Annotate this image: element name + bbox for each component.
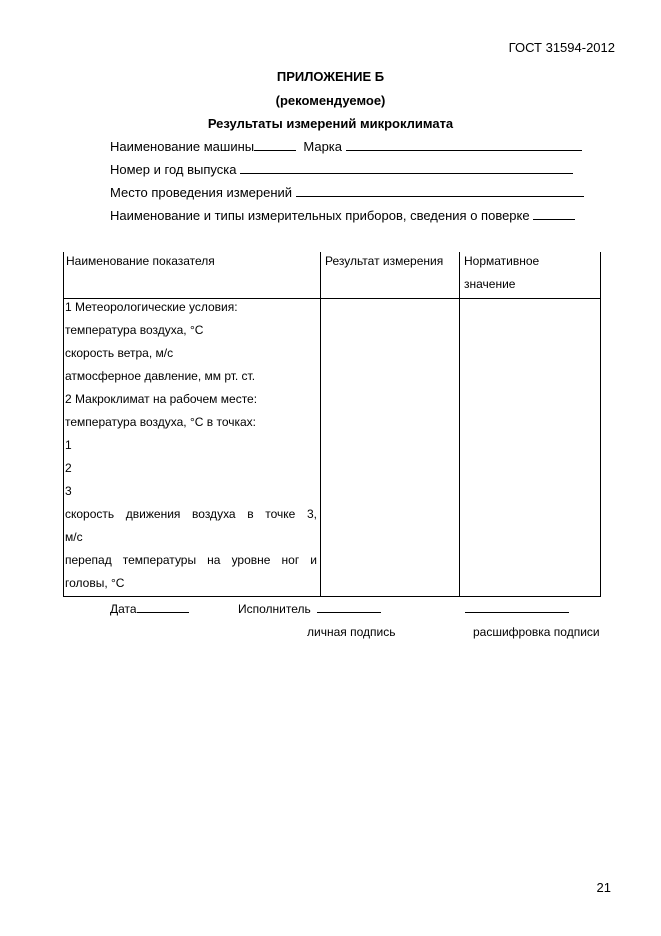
- table-row: 2 Макроклимат на рабочем месте:: [65, 392, 258, 406]
- table-header-divider: [63, 298, 601, 299]
- table-header-indicator: Наименование показателя: [66, 254, 215, 268]
- field-machine-row: [110, 139, 582, 154]
- machine-name-blank: [254, 139, 296, 151]
- field-instruments-row: [110, 208, 575, 223]
- table-row: 2: [65, 461, 72, 475]
- standard-number: ГОСТ 31594-2012: [508, 40, 615, 55]
- table-row: скорость ветра, м/с: [65, 346, 174, 360]
- field-machine-name-label: Наименование машины: [110, 139, 255, 154]
- number-year-blank: [240, 162, 573, 174]
- field-number-year-label: Номер и год выпуска: [110, 162, 237, 177]
- table-header-norm-1: Нормативное: [464, 254, 540, 268]
- table-row: температура воздуха, °С: [65, 323, 204, 337]
- table-row: атмосферное давление, мм рт. ст.: [65, 369, 256, 383]
- table-indicator-rows: [65, 300, 317, 599]
- appendix-status: (рекомендуемое): [275, 93, 386, 108]
- table-header-norm-2: значение: [464, 277, 516, 291]
- executor-signature-blank: [317, 601, 381, 613]
- date-label: Дата: [110, 602, 137, 616]
- page-number: 21: [596, 880, 611, 895]
- table-row: перепад температуры на уровне ног и: [65, 553, 317, 567]
- instruments-blank: [533, 208, 575, 220]
- table-divider-2: [459, 252, 460, 597]
- place-blank: [296, 185, 584, 197]
- table-row: головы, °С: [65, 576, 125, 590]
- table-row: 3: [65, 484, 72, 498]
- field-place-label: Место проведения измерений: [110, 185, 293, 200]
- table-border-left: [63, 252, 64, 597]
- table-row: 1: [65, 438, 72, 452]
- field-number-row: [110, 162, 573, 177]
- table-row: м/с: [65, 530, 83, 544]
- field-brand-label: Марка: [303, 139, 342, 154]
- brand-blank: [346, 139, 582, 151]
- appendix-subtitle: Результаты измерений микроклимата: [207, 116, 454, 131]
- personal-signature-caption: личная подпись: [307, 625, 396, 639]
- table-row: скорость движения воздуха в точке 3,: [65, 507, 317, 521]
- field-instruments-label: Наименование и типы измерительных приборов, сведения о поверке: [110, 208, 530, 223]
- table-border-right: [600, 252, 601, 597]
- results-table: [63, 252, 601, 597]
- field-place-row: [110, 185, 584, 200]
- table-row: 1 Метеорологические условия:: [65, 300, 238, 314]
- executor-label: Исполнитель: [238, 602, 311, 616]
- table-header-result: Результат измерения: [325, 254, 444, 268]
- decoding-blank: [465, 612, 569, 613]
- executor-field: [238, 601, 381, 616]
- date-blank: [137, 601, 189, 613]
- table-row: температура воздуха, °С в точках:: [65, 415, 256, 429]
- table-divider-1: [320, 252, 321, 597]
- date-field: [110, 601, 189, 616]
- appendix-title: ПРИЛОЖЕНИЕ Б: [276, 69, 385, 84]
- decoding-caption: расшифровка подписи: [473, 625, 600, 639]
